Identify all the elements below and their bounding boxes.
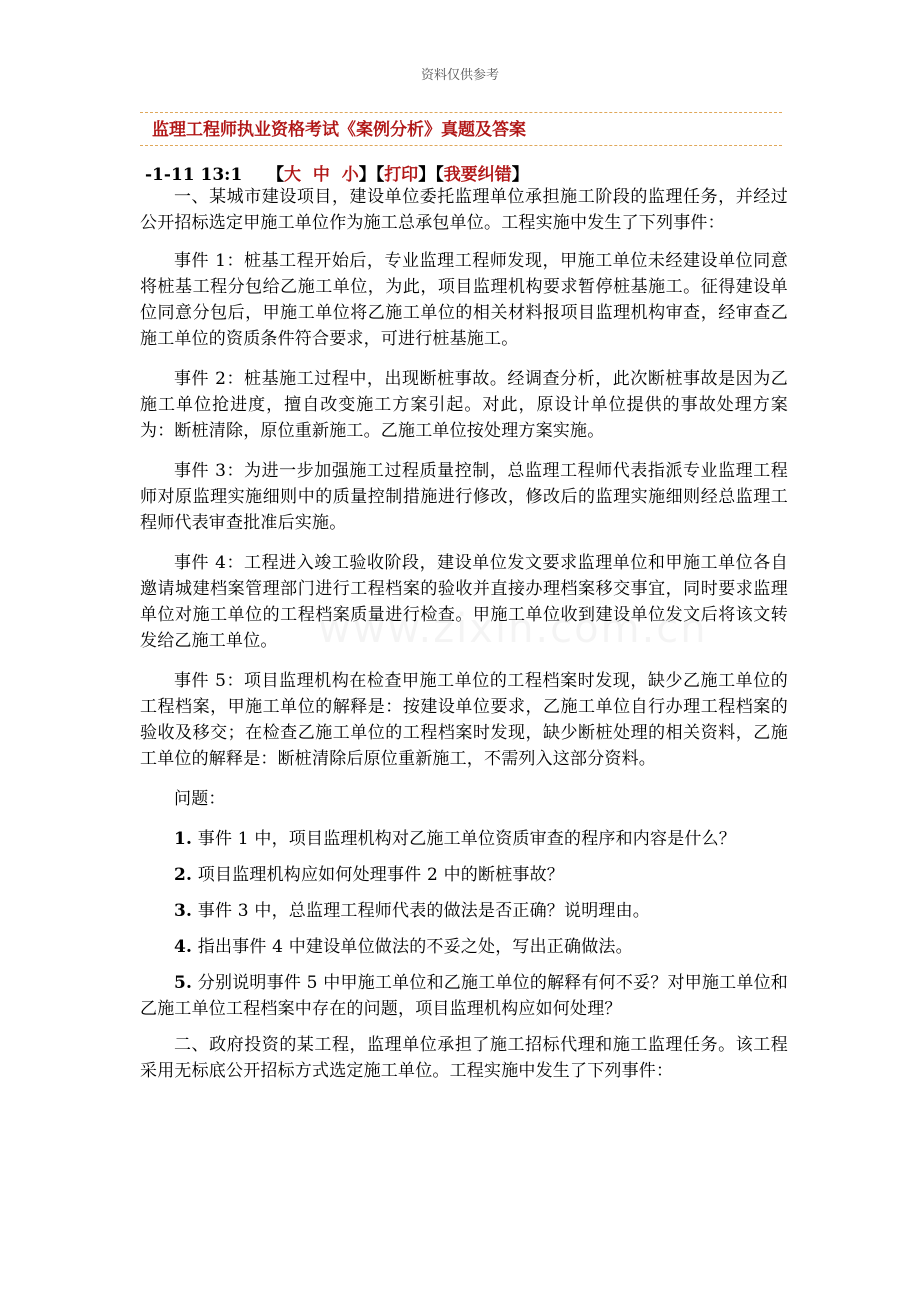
question-item [140, 934, 788, 960]
question-number: 5. [174, 973, 193, 993]
question-number: 2. [174, 865, 193, 885]
bracket-open: 【 [375, 165, 385, 185]
question-text: 事件 3 中，总监理工程师代表的做法是否正确？说明理由。 [197, 901, 650, 921]
intro-paragraph: 一、某城市建设项目，建设单位委托监理单位承担施工阶段的监理任务，并经过公开招标选定甲施工单位作为施工总承包单位。工程实施中发生了下列事件： [140, 187, 788, 233]
question-item [140, 970, 788, 1022]
question-item [140, 898, 788, 924]
event-4-paragraph: 事件 4：工程进入竣工验收阶段，建设单位发文要求监理单位和甲施工单位各自邀请城建档案管理部门进行工程档案的验收并直接办理档案移交事宜，同时要求监理单位对施工单位的工程档案质量进行检查。甲施工单位收到建设单位发文后将该文转发给乙施工单位。 [140, 553, 788, 651]
question-text: 项目监理机构应如何处理事件 2 中的断桩事故？ [197, 865, 564, 885]
bracket-open: 【 [267, 165, 284, 185]
font-size-medium-link[interactable]: 中 [312, 165, 330, 185]
questions-heading: 问题： [174, 789, 226, 809]
bracket-close: 】 [418, 165, 436, 185]
question-number: 3. [174, 901, 193, 921]
question-text: 分别说明事件 5 中甲施工单位和乙施工单位的解释有何不妥？对甲施工单位和乙施工单位工程档案中存在的问题，项目监理机构应如何处理？ [140, 973, 788, 1019]
header-note: 资料仅供参考 [420, 68, 499, 83]
title-divider-top [140, 112, 782, 113]
question-text: 事件 1 中，项目监理机构对乙施工单位资质审查的程序和内容是什么？ [197, 829, 736, 849]
question-number: 1. [174, 829, 193, 849]
question-item [140, 862, 788, 888]
document-title: 监理工程师执业资格考试《案例分析》真题及答案 [152, 120, 526, 140]
event-1-paragraph: 事件 1：桩基工程开始后，专业监理工程师发现，甲施工单位未经建设单位同意将桩基工程分包给乙施工单位，为此，项目监理机构要求暂停桩基施工。征得建设单位同意分包后，甲施工单位将乙施工单位的相关材料报项目监理机构审查，经审查乙施工单位的资质条件符合要求，可进行桩基施工。 [140, 251, 788, 349]
bracket-close: 】 [511, 165, 529, 185]
bracket-close: 】 [358, 165, 376, 185]
section-two-paragraph: 二、政府投资的某工程，监理单位承担了施工招标代理和施工监理任务。该工程采用无标底公开招标方式选定施工单位。工程实施中发生了下列事件： [140, 1035, 788, 1081]
event-3-paragraph: 事件 3：为进一步加强施工过程质量控制，总监理工程师代表指派专业监理工程师对原监理实施细则中的质量控制措施进行修改，修改后的监理实施细则经总监理工程师代表审查批准后实施。 [140, 461, 788, 533]
event-2-paragraph: 事件 2：桩基施工过程中，出现断桩事故。经调查分析，此次断桩事故是因为乙施工单位抢进度，擅自改变施工方案引起。对此，原设计单位提供的事故处理方案为：断桩清除，原位重新施工。乙施工单位按处理方案实施。 [140, 369, 788, 441]
question-text: 指出事件 4 中建设单位做法的不妥之处，写出正确做法。 [197, 937, 633, 957]
font-size-large-link[interactable]: 大 [284, 165, 301, 185]
title-divider-bottom [140, 145, 782, 146]
event-5-paragraph: 事件 5：项目监理机构在检查甲施工单位的工程档案时发现，缺少乙施工单位的工程档案，甲施工单位的解释是：按建设单位要求，乙施工单位自行办理工程档案的验收及移交；在检查乙施工单位的工程档案时发现，缺少断桩处理的相关资料，乙施工单位的解释是：断桩清除后原位重新施工，不需列入这部分资料。 [140, 671, 788, 769]
question-number: 4. [174, 937, 193, 957]
report-error-link[interactable]: 我要纠错 [443, 165, 512, 185]
question-item [140, 826, 788, 852]
document-body [140, 184, 788, 1098]
print-link[interactable]: 打印 [384, 165, 419, 185]
publish-date: -1-11 13:1 [145, 165, 243, 185]
meta-row [145, 160, 529, 185]
font-size-small-link[interactable]: 小 [341, 165, 359, 185]
bracket-open: 【 [435, 165, 444, 185]
